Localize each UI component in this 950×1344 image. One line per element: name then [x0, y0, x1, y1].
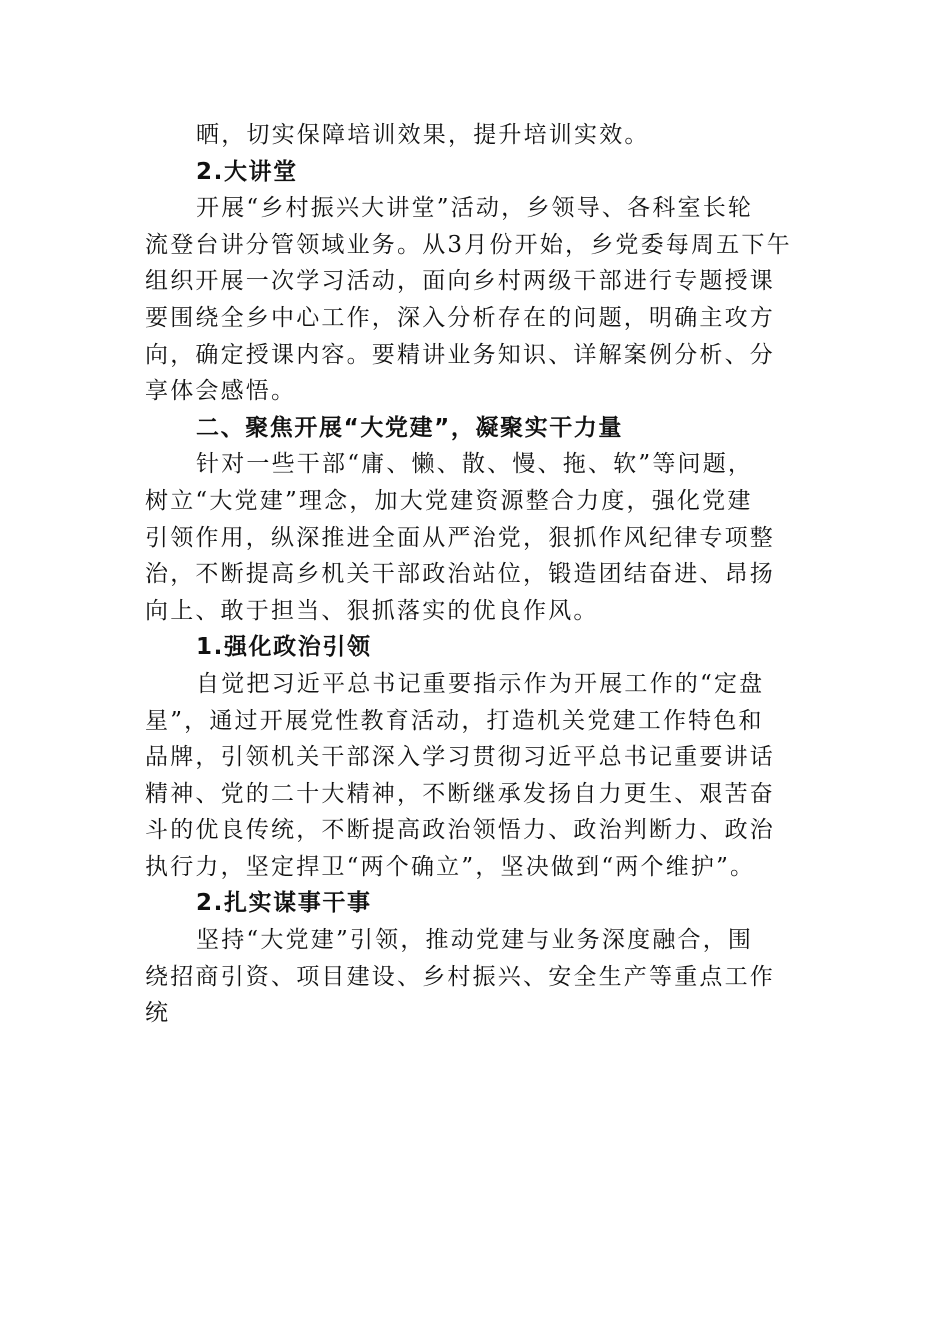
text-line: 精神、党的二十大精神，不断继承发扬自力更生、艰苦奋 — [145, 780, 775, 807]
text-line: 流登台讲分管领域业务。从3月份开始，乡党委每周五下午 — [145, 231, 792, 258]
heading-text: 二、聚焦开展“大党建”，凝聚实干力量 — [196, 414, 624, 441]
heading-lecture-hall — [145, 154, 805, 191]
heading-party-building — [145, 410, 805, 447]
paragraph-party-building — [145, 446, 805, 629]
text-line: 向，确定授课内容。要精讲业务知识、详解案例分析、分 — [145, 341, 775, 368]
text-line: 引领作用，纵深推进全面从严治党，狠抓作风纪律专项整 — [145, 524, 775, 551]
text-line: 斗的优良传统，不断提高政治领悟力、政治判断力、政治 — [145, 817, 775, 844]
text-line: 自觉把习近平总书记重要指示作为开展工作的“定盘 — [196, 670, 765, 697]
heading-text: 2.扎实谋事干事 — [196, 890, 372, 917]
text-line: 开展“乡村振兴大讲堂”活动，乡领导、各科室长轮 — [196, 195, 754, 222]
paragraph-lecture-hall — [145, 190, 805, 410]
text-line: 组织开展一次学习活动，面向乡村两级干部进行专题授课 — [145, 268, 775, 295]
text-line: 治，不断提高乡机关干部政治站位，锻造团结奋进、昂扬 — [145, 561, 775, 588]
heading-political-guidance — [145, 629, 805, 666]
text-line: 树立“大党建”理念，加大党建资源整合力度，强化党建 — [145, 487, 753, 514]
document-page — [145, 117, 805, 1032]
text-line: 绕招商引资、项目建设、乡村振兴、安全生产等重点工作 — [145, 963, 775, 990]
text-line: 享体会感悟。 — [145, 378, 297, 405]
heading-text: 1.强化政治引领 — [196, 634, 372, 661]
text-line: 向上、敢于担当、狠抓落实的优良作风。 — [145, 597, 599, 624]
text-line: 星”，通过开展党性教育活动，打造机关党建工作特色和 — [145, 707, 764, 734]
text-line: 品牌，引领机关干部深入学习贯彻习近平总书记重要讲话 — [145, 744, 775, 771]
paragraph-practical-work — [145, 922, 805, 1032]
heading-practical-work — [145, 885, 805, 922]
heading-text: 2.大讲堂 — [196, 158, 298, 185]
text-line: 要围绕全乡中心工作，深入分析存在的问题，明确主攻方 — [145, 304, 775, 331]
text-line: 晒，切实保障培训效果，提升培训实效。 — [196, 122, 650, 148]
paragraph-training-effect — [145, 117, 805, 154]
paragraph-political-guidance — [145, 666, 805, 886]
text-line: 坚持“大党建”引领，推动党建与业务深度融合，围 — [196, 927, 754, 954]
text-line: 统 — [145, 1000, 171, 1027]
text-line: 执行力，坚定捍卫“两个确立”，坚决做到“两个维护”。 — [145, 853, 756, 880]
text-line: 针对一些干部“庸、懒、散、慢、拖、软”等问题， — [196, 451, 754, 478]
